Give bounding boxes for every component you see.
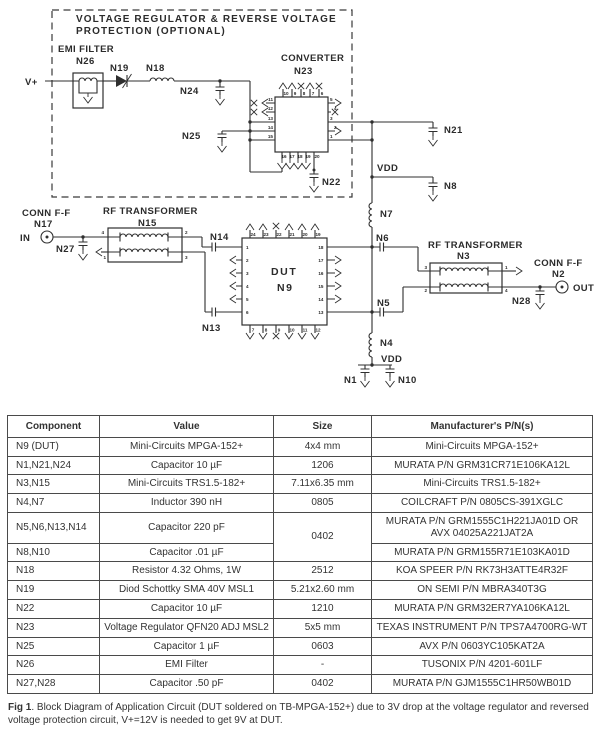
inductor-n18	[127, 63, 250, 81]
table-cell: 0805	[274, 494, 372, 513]
table-cell: AVX P/N 0603YC105KAT2A	[372, 637, 593, 656]
table-cell: N3,N15	[8, 475, 100, 494]
n2-label: N2	[552, 269, 565, 280]
ground-icon	[79, 250, 88, 260]
x-mark-icon	[251, 100, 257, 106]
pin-number: 9	[293, 91, 297, 96]
ground-icon	[386, 377, 395, 387]
table-cell: Capacitor 220 pF	[100, 512, 274, 543]
x-mark-icon	[273, 223, 279, 229]
pin-number: 16	[281, 154, 287, 159]
rf-transformer-out-label: RF TRANSFORMER	[428, 240, 523, 251]
pin-number: 1	[505, 265, 508, 270]
n1-label: N1	[344, 375, 357, 386]
rf-transformer-in-label: RF TRANSFORMER	[103, 206, 198, 217]
table-cell: Inductor 390 nH	[100, 494, 274, 513]
table-row	[8, 475, 593, 494]
pin-number: 13	[318, 310, 324, 315]
n24-label: N24	[180, 86, 199, 97]
table-cell: Capacitor 1 µF	[100, 637, 274, 656]
converter-label: CONVERTER	[281, 53, 345, 64]
table-cell: Capacitor 10 µF	[100, 599, 274, 618]
pin-number: 1	[246, 245, 249, 250]
n21-label: N21	[444, 125, 463, 136]
table-cell: N18	[8, 562, 100, 581]
table-cell: N4,N7	[8, 494, 100, 513]
pin-number: 11	[302, 327, 308, 333]
n25-label: N25	[182, 131, 201, 142]
table-row	[8, 562, 593, 581]
in-label: IN	[20, 233, 31, 244]
table-cell: Capacitor 10 µF	[100, 456, 274, 475]
table-cell: Voltage Regulator QFN20 ADJ MSL2	[100, 618, 274, 637]
figure-caption	[8, 701, 592, 727]
x-mark-icon	[273, 333, 279, 339]
table-row	[8, 494, 593, 513]
table-cell: Resistor 4.32 Ohms, 1W	[100, 562, 274, 581]
n27-label: N27	[56, 244, 75, 255]
figure-number: Fig 1	[8, 701, 32, 713]
table-cell: N27,N28	[8, 675, 100, 694]
pin-number: 16	[318, 271, 324, 276]
pin-number: 17	[318, 258, 324, 263]
pin-number: 1	[330, 134, 333, 139]
capacitor-n1	[344, 365, 369, 387]
pin-number: 18	[297, 154, 303, 159]
table-cell: N8,N10	[8, 543, 100, 562]
pin-number: 20	[302, 232, 308, 237]
pin-number: 17	[289, 154, 295, 159]
capacitor-n25	[182, 131, 227, 152]
pin-number: 23	[263, 232, 269, 237]
table-row	[8, 618, 593, 637]
pin-number: 9	[277, 327, 281, 333]
pin-number: 15	[267, 134, 273, 139]
table-cell: MURATA P/N GRM32ER7YA106KA12L	[372, 599, 593, 618]
pin-number: 12	[267, 106, 273, 111]
capacitor-n6	[376, 233, 389, 252]
capacitor-n8	[429, 177, 457, 201]
converter-chip	[251, 53, 344, 169]
component-table	[7, 415, 593, 694]
ground-icon	[84, 93, 93, 103]
table-header-row	[8, 416, 593, 438]
dut-label: DUT	[271, 266, 298, 278]
pin-number: 3	[424, 265, 427, 270]
pin-number: 24	[250, 232, 256, 237]
input-connector	[20, 208, 71, 244]
x-mark-icon	[251, 109, 257, 115]
table-cell: N5,N6,N13,N14	[8, 512, 100, 543]
header-value: Value	[100, 416, 274, 438]
table-row	[8, 675, 593, 694]
table-cell: EMI Filter	[100, 656, 274, 675]
pin-number: 14	[318, 297, 324, 302]
n26-label: N26	[76, 56, 95, 67]
table-cell: N19	[8, 581, 100, 600]
ground-icon	[429, 191, 438, 201]
vdd-top-label: VDD	[377, 163, 399, 174]
table-cell: Mini-Circuits MPGA-152+	[100, 437, 274, 456]
header-component: Component	[8, 416, 100, 438]
pin-number: 2	[185, 230, 188, 235]
pin-number: 8	[264, 327, 268, 333]
table-row	[8, 437, 593, 456]
capacitor-n13	[182, 252, 242, 334]
emi-filter-label: EMI FILTER	[58, 44, 115, 55]
pin-number: 12	[315, 327, 321, 333]
pin-number: 3	[185, 255, 188, 260]
table-cell: Mini-Circuits TRS1.5-182+	[100, 475, 274, 494]
section-title: VOLTAGE REGULATOR & REVERSE VOLTAGE	[76, 14, 337, 25]
n14-label: N14	[210, 232, 229, 243]
n3-label: N3	[457, 251, 470, 262]
table-cell: N1,N21,N24	[8, 456, 100, 475]
output-connector	[534, 258, 594, 294]
ground-icon	[310, 182, 319, 192]
out-label: OUT	[573, 283, 595, 294]
n9-label: N9	[277, 282, 294, 294]
capacitor-n5	[377, 298, 390, 317]
table-cell: 1210	[274, 599, 372, 618]
pin-number: 5	[246, 297, 249, 302]
dut-chip	[230, 223, 341, 339]
n7-label: N7	[380, 209, 393, 220]
table-cell: 7.11x6.35 mm	[274, 475, 372, 494]
pin-number: 21	[289, 232, 295, 237]
inductor-n7	[369, 203, 393, 227]
conn-in-title: CONN F-F	[22, 208, 71, 219]
n6-label: N6	[376, 233, 389, 244]
table-cell: Diod Schottky SMA 40V MSL1	[100, 581, 274, 600]
table-row	[8, 581, 593, 600]
table-cell: MURATA P/N GRM155R71E103KA01D	[372, 543, 593, 562]
pin-number: 4	[101, 230, 104, 235]
rf-transformer-n15	[96, 206, 198, 262]
n23-label: N23	[294, 66, 313, 77]
pin-number: 5	[330, 97, 333, 102]
pin-number: 3	[330, 116, 333, 121]
x-mark-icon	[298, 83, 304, 89]
n4-label: N4	[380, 338, 393, 349]
table-cell: 5.21x2.60 mm	[274, 581, 372, 600]
pin-number: 15	[318, 284, 324, 289]
ground-icon	[294, 159, 303, 169]
ground-icon	[429, 136, 438, 146]
pin-number: 8	[302, 91, 306, 96]
table-cell: N23	[8, 618, 100, 637]
table-cell: Mini-Circuits MPGA-152+	[372, 437, 593, 456]
pin-number: 1	[103, 255, 106, 260]
capacitor-n21	[429, 122, 463, 146]
table-row	[8, 599, 593, 618]
vplus-label: V+	[25, 77, 38, 88]
table-cell: MURATA P/N GJM1555C1HR50WB01D	[372, 675, 593, 694]
n15-label: N15	[138, 218, 157, 229]
table-cell: 5x5 mm	[274, 618, 372, 637]
pin-number: 22	[276, 232, 282, 237]
rf-transformer-n3	[424, 240, 522, 293]
table-cell: N26	[8, 656, 100, 675]
capacitor-n14	[182, 232, 242, 252]
n19-label: N19	[110, 63, 129, 74]
ground-icon	[218, 142, 227, 152]
pin-number: 7	[311, 91, 315, 96]
table-cell: Capacitor .01 µF	[100, 543, 274, 562]
table-row	[8, 656, 593, 675]
capacitor-n28	[512, 287, 545, 309]
n13-label: N13	[202, 323, 221, 334]
n17-label: N17	[34, 219, 53, 230]
pin-number: 7	[251, 327, 255, 333]
table-cell: -	[274, 656, 372, 675]
table-cell: ON SEMI P/N MBRA340T3G	[372, 581, 593, 600]
table-cell: 2512	[274, 562, 372, 581]
ground-icon	[286, 159, 295, 169]
header-pn: Manufacturer's P/N(s)	[372, 416, 593, 438]
table-cell: TUSONIX P/N 4201-601LF	[372, 656, 593, 675]
pin-number: 14	[267, 125, 273, 130]
pin-number: 3	[246, 271, 249, 276]
section-title-line2: PROTECTION (OPTIONAL)	[76, 26, 226, 37]
table-cell: 0603	[274, 637, 372, 656]
optional-section-outline	[52, 10, 352, 197]
ground-icon	[361, 377, 370, 387]
pin-number: 2	[334, 125, 337, 130]
ground-icon	[536, 299, 545, 309]
capacitor-n27	[56, 237, 88, 260]
conn-out-title: CONN F-F	[534, 258, 583, 269]
table-cell: N9 (DUT)	[8, 437, 100, 456]
pin-number: 20	[314, 154, 320, 159]
table-cell: MURATA P/N GRM1555C1H221JA01D OR AVX 04025A221JAT2A	[372, 512, 593, 543]
table-cell: 4x4 mm	[274, 437, 372, 456]
capacitor-n24	[180, 79, 225, 105]
table-row	[8, 456, 593, 475]
x-mark-icon	[316, 83, 322, 89]
pin-number: 4	[246, 284, 249, 289]
n22-label: N22	[322, 177, 341, 188]
vdd-bottom-label: VDD	[381, 354, 403, 365]
ground-icon	[302, 159, 311, 169]
pin-number: 10	[283, 91, 289, 96]
pin-number: 2	[424, 288, 427, 293]
n10-label: N10	[398, 375, 417, 386]
table-cell: 0402	[274, 512, 372, 561]
n5-label: N5	[377, 298, 390, 309]
table-cell: N25	[8, 637, 100, 656]
pin-number: 13	[267, 116, 273, 121]
capacitor-n10	[386, 365, 417, 387]
table-cell: COILCRAFT P/N 0805CS-391XGLC	[372, 494, 593, 513]
pin-number: 19	[305, 154, 311, 159]
figure-caption-text: . Block Diagram of Application Circuit (DUT soldered on TB-MPGA-152+) due to 3V drop at the voltage regulator and reversed voltage protection circuit, V+=12V is needed to get 9V at DUT.	[8, 701, 589, 727]
capacitor-n22	[310, 159, 341, 192]
table-cell: 1206	[274, 456, 372, 475]
table-row	[8, 512, 593, 543]
table-cell: MURATA P/N GRM31CR71E106KA12L	[372, 456, 593, 475]
table-cell: Mini-Circuits TRS1.5-182+	[372, 475, 593, 494]
pin-number: 11	[268, 97, 273, 102]
pin-number: 10	[289, 327, 295, 333]
diode-n19	[103, 63, 132, 88]
pin-number: 18	[318, 245, 324, 250]
pin-number: 4	[334, 106, 337, 111]
n8-label: N8	[444, 181, 457, 192]
pin-number: 19	[315, 232, 321, 237]
pin-number: 2	[246, 258, 249, 263]
n18-label: N18	[146, 63, 165, 74]
emi-filter-component	[58, 44, 114, 108]
table-cell: KOA SPEER P/N RK73H3ATTE4R32F	[372, 562, 593, 581]
ground-icon	[216, 95, 225, 105]
header-size: Size	[274, 416, 372, 438]
ground-icon	[278, 159, 287, 169]
pin-number: 6	[320, 91, 324, 96]
table-cell: Capacitor .50 pF	[100, 675, 274, 694]
table-cell: 0402	[274, 675, 372, 694]
pin-number: 6	[246, 310, 249, 315]
table-row	[8, 637, 593, 656]
pin-number: 4	[505, 288, 508, 293]
table-cell: TEXAS INSTRUMENT P/N TPS7A4700RG-WT	[372, 618, 593, 637]
n28-label: N28	[512, 296, 531, 307]
table-cell: N22	[8, 599, 100, 618]
